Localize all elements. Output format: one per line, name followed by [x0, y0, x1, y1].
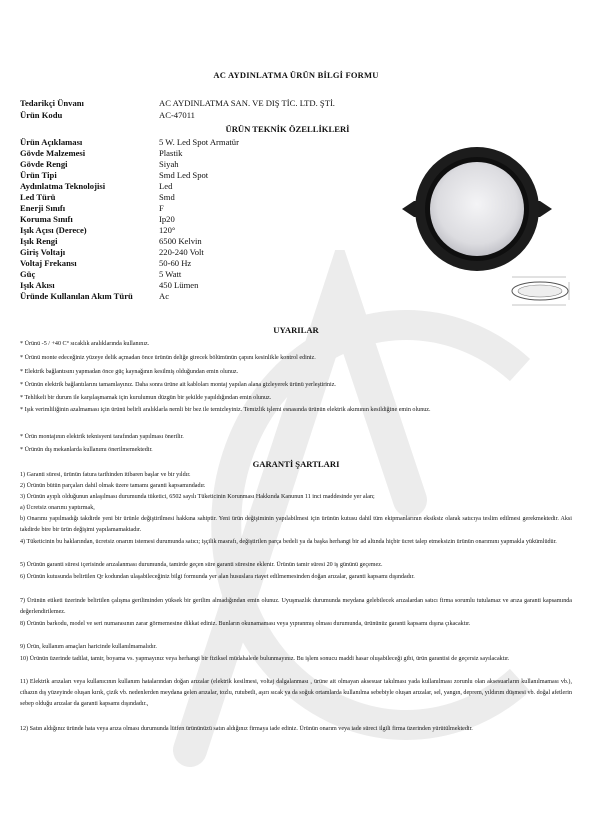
supplier-label: Tedarikçi Ünvanı [20, 98, 84, 108]
warnings-heading: UYARILAR [273, 325, 319, 335]
spec-label: Ürün Tipi [20, 170, 57, 180]
warranty-item: 11) Elektrik arızaları veya kullanıcının kullanım hatalarından doğan arızalar (elektrik kesilmesi, voltaj dalgalanması , ürüne ait olmayan aksesuar takılması yada kullanılması zorunlu olan aksesuarların kullanılmaması vb.), cihazın dış yüzeyinde oluşan kırık, çizik vb. nedenlerden meydana gelen arızalar, tozlu, rutubetli, aşırı sıcak ya da soğuk ortamlarda kullanılma sebebiyle oluşan arızalar, sel, yangın, deprem, yıldırım düşmesi vb. doğal afetlerin sebep olduğu arızalar da garanti kapsamı dışındadır., [20, 679, 572, 707]
warranty-item: 12) Satın aldığınız üründe hata veya arıza olması durumunda lütfen ürününüzü satın aldığınız firmaya iade ediniz. Ürünün onarım veya iade süreci ilgili firma üzerinden yürütülmektedir. [20, 726, 473, 732]
spot-light-icon [402, 147, 552, 271]
spec-label: Voltaj Frekansı [20, 258, 77, 268]
spec-label: Gövde Malzemesi [20, 148, 86, 158]
product-code-value: AC-47011 [159, 110, 195, 120]
spec-label: Giriş Voltajı [20, 247, 66, 257]
product-code-label: Ürün Kodu [20, 110, 63, 120]
specs-heading: ÜRÜN TEKNİK ÖZELLİKLERİ [225, 124, 350, 134]
spec-label: Güç [20, 269, 36, 279]
spec-value: Ac [159, 291, 170, 301]
warning-item: * Tehlikeli bir durum ile karşılaşmamak için kurulumun düzgün bir şekilde yapıldığından emin olunuz. [20, 395, 272, 401]
spec-label: Üründe Kullanılan Akım Türü [20, 291, 133, 301]
warning-item: * Işık verimliliğinin azalmaması için ürünü belirli aralıklarla nemli bir bez ile temizleyiniz. Temizlik işlemi esnasında ürünün elektrik akımının kesildiğine emin olunuz. [20, 407, 431, 413]
supplier-value: AC AYDINLATMA SAN. VE DIŞ TİC. LTD. ŞTİ. [159, 98, 335, 108]
spec-label: Işık Açısı (Derece) [20, 225, 87, 235]
product-image [390, 141, 572, 321]
dimension-drawing [512, 277, 569, 305]
warranty-item: 1) Garanti süresi, ürünün fatura tarihinden itibaren başlar ve bir yıldır. [20, 472, 191, 478]
spec-label: Led Türü [20, 192, 56, 202]
spec-value: Smd Led Spot [159, 170, 209, 180]
warranty-item: 8) Ürünün barkodu, model ve seri numarasının zarar görmemesine dikkat ediniz. Bunların okunamaması veya yıpranmış olması durumunda, ürününüz garanti kapsamı dışına çıkacaktır. [20, 621, 471, 627]
spec-label: Gövde Rengi [20, 159, 68, 169]
spec-value: Led [159, 181, 173, 191]
warranty-item: 10) Ürünün üzerinde tadilat, tamir, boyama vs. yapmayınız veya herhangi bir fiziksel müdahalede bulunmayınız. Bu işlem sonucu maddi hasar oluşabileceği gibi, ürün garantisi de geçersiz sayılacaktır. [20, 656, 510, 662]
spec-value: 450 Lümen [159, 280, 199, 290]
warranty-item: 5) Ürünün garanti süresi içerisinde arızalanması durumunda, tamirde geçen süre garanti süresine eklenir. Ürünün tamir süresi 20 iş gününü geçemez. [20, 562, 383, 568]
warranty-item: a) Ücretsiz onarımı yaptırmak, [20, 505, 95, 511]
spec-value: 50-60 Hz [159, 258, 192, 268]
warning-item: * Ürünün dış mekanlarda kullanımı önerilmemektedir. [20, 447, 153, 453]
spec-label: Işık Akısı [20, 280, 55, 290]
spec-value: 220-240 Volt [159, 247, 204, 257]
warranty-item: 2) Ürünün bütün parçaları dahil olmak üzere tamamı garanti kapsamındadır. [20, 483, 206, 489]
spec-value: 120° [159, 225, 176, 235]
warranty-item: 6) Ürünün kutusunda belirtilen Qr kodundan ulaşabileceğiniz bilgi formunda yer alan hususlara riayet edilmemesinden doğan arızalar, garanti kapsamı dışındadır. [20, 574, 415, 580]
spec-label: Aydınlatma Teknolojisi [20, 181, 106, 191]
warning-item: * Elektrik bağlantısını yapmadan önce güç kaynağının kesilmiş olduğundan emin olunuz. [20, 369, 239, 375]
warning-item: * Ürün montajının elektrik teknisyeni tarafından yapılması önerilir. [20, 434, 184, 440]
warranty-item: 9) Ürün, kullanım amaçları haricinde kullanılmamalıdır. [20, 644, 157, 650]
warranty-item: 7) Ürünün etiketi üzerinde belirtilen çalışma geriliminden yüksek bir gerilim almadığından emin olunuz. Uyuşmazlık durumunda meydana gelebilecek arızalardan satıcı firma sorumlu tutulamaz ve arıza garanti kapsamında değerlendirilemez. [20, 598, 572, 615]
warning-item: * Ürünü monte edeceğiniz yüzeye delik açmadan önce ürünün deliğe girecek bölümünün çapını kesinlikle kontrol ediniz. [20, 355, 316, 361]
spec-label: Işık Rengi [20, 236, 58, 246]
spec-value: Plastik [159, 148, 183, 158]
warranty-heading: GARANTİ ŞARTLARI [252, 459, 340, 469]
page-title: AC AYDINLATMA ÜRÜN BİLGİ FORMU [213, 70, 379, 80]
spec-label: Koruma Sınıfı [20, 214, 73, 224]
spec-value: 5 W. Led Spot Armatür [159, 137, 239, 147]
spec-value: F [159, 203, 164, 213]
warranty-item: 4) Tüketicinin bu haklarından, ücretsiz onarım istemesi durumunda satıcı; işçilik masrafı, değiştirilen parça bedeli ya da başka herhangi bir ad altında hiçbir ücret talep etmeksizin ürünün onarımını yapmakla yükümlüdür. [20, 539, 557, 545]
spec-value: Ip20 [159, 214, 175, 224]
warning-item: * Ürünü -5 / +40 C° sıcaklık aralıklarında kullanınız. [20, 341, 150, 347]
spec-value: 6500 Kelvin [159, 236, 202, 246]
spec-value: Smd [159, 192, 175, 202]
warranty-item: b) Onarımı yapılmadığı takdirde yeni bir ürünle değiştirilmesi hakkına sahiptir. Yeni ürün değişiminin yapılabilmesi için ürünün kutusu dahil tüm ekipmanlarının eksiksiz olarak satıcıya teslim edilmesi gerekmektedir. Aksi takdirde bire bir ürün değişimi yapılamamaktadır. [20, 516, 572, 533]
warranty-item: 3) Ürünün ayıplı olduğunun anlaşılması durumunda tüketici, 6502 sayılı Tüketicinin Korunması Hakkında Kanunun 11 inci maddesinde yer alan; [20, 494, 375, 500]
warning-item: * Ürünün elektrik bağlantılarını tamamlayınız. Daha sonra ürüne ait kabloları montaj yapılan alana gizleyerek ürünü yerleştiriniz. [20, 382, 336, 388]
spec-label: Enerji Sınıfı [20, 203, 66, 213]
spec-label: Ürün Açıklaması [20, 137, 83, 147]
spec-value: 5 Watt [159, 269, 182, 279]
spec-value: Siyah [159, 159, 179, 169]
